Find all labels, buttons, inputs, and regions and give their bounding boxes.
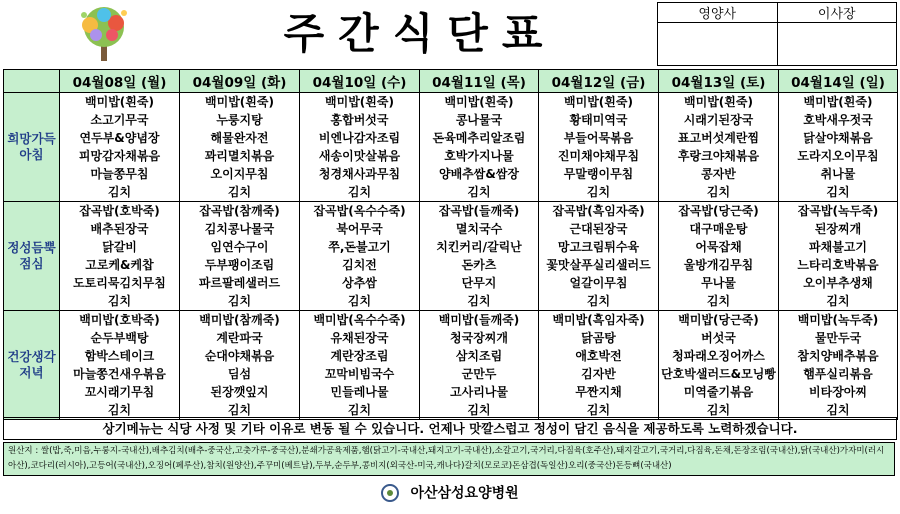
menu-cell [779, 202, 898, 311]
menu-item: 백미밥(들깨죽) [438, 313, 520, 327]
menu-cell [420, 93, 539, 202]
menu-item: 소고기무국 [90, 113, 149, 127]
menu-item: 김치 [586, 403, 611, 417]
menu-item: 백미밥(흰죽) [564, 95, 633, 109]
menu-item: 김치 [586, 294, 611, 308]
menu-item: 시래기된장국 [683, 113, 754, 127]
menu-item: 콩자반 [701, 167, 736, 181]
menu-item: 김치 [706, 185, 731, 199]
menu-item: 백미밥(흰죽) [205, 95, 274, 109]
menu-item: 꼬시래기무침 [84, 385, 155, 399]
footer [0, 482, 900, 508]
menu-item: 된장깻잎지 [210, 385, 269, 399]
menu-item: 얼갈이무침 [569, 276, 628, 290]
day-header: 04월11일 (목) [420, 70, 539, 93]
menu-item: 부들어묵볶음 [563, 131, 634, 145]
day-header: 04월08일 (월) [60, 70, 180, 93]
menu-item: 새송이맛살볶음 [318, 149, 401, 163]
menu-item: 오이부추생채 [803, 276, 873, 290]
menu-item: 백미밥(호박죽) [79, 313, 160, 327]
menu-item: 김치 [706, 403, 731, 417]
menu-item: 망고크림튀수육 [557, 240, 640, 254]
menu-item: 유채된장국 [330, 331, 389, 345]
meal-label: 희망가득 아침 [4, 93, 60, 202]
menu-cell [60, 311, 180, 420]
menu-item: 돈육메추리알조림 [432, 131, 526, 145]
menu-cell [300, 93, 420, 202]
meal-row [4, 202, 898, 311]
day-header: 04월12일 (금) [539, 70, 659, 93]
menu-item: 잡곡밥(흑임자죽) [552, 204, 645, 218]
menu-item: 비엔나감자조림 [318, 131, 401, 145]
menu-item: 함박스테이크 [84, 349, 155, 363]
menu-item: 쭈,돈불고기 [328, 240, 391, 254]
menu-item: 고로케&케찹 [85, 258, 154, 272]
menu-item: 근대된장국 [569, 222, 628, 236]
menu-cell [60, 93, 180, 202]
menu-item: 백미밥(흰죽) [325, 95, 394, 109]
menu-item: 고사리나물 [450, 385, 508, 399]
menu-item: 돈카츠 [461, 258, 497, 272]
menu-item: 김치 [467, 185, 491, 199]
menu-cell [420, 311, 539, 420]
menu-item: 잡곡밥(호박죽) [79, 204, 160, 218]
meal-label: 건강생각 저녁 [4, 311, 60, 420]
menu-item: 김치 [227, 294, 252, 308]
menu-item: 꽈리멸치볶음 [204, 149, 275, 163]
menu-item: 청국장찌개 [450, 331, 508, 345]
approval-label-dietitian: 영양사 [658, 3, 778, 23]
menu-item: 호박새우젓국 [803, 113, 873, 127]
menu-item: 누룽지탕 [216, 113, 263, 127]
menu-item: 된장찌개 [814, 222, 862, 236]
origin-info: 원산지 : 쌀(밥,죽,미음,누룽지-국내산),배추김치(배추-중국산,고춧가루-중국산),분쇄가공육제품,햄(닭고기-국내산,돼지고기-국내산),소갈고기,국거리,다짐육(호주산),돼지갈고기,국거리,다짐육,돈채,돈장조림(국내산),닭(국내산)가자미(러시아산),코다리(러시아),고등어(국내산),오징어(페루산),참치(원양산),주꾸미(베트남),두부,순두부,콩비지(외국산-미국,캐나다)갈치(모로코)돈삼겹(독일산)오리(중국산)돈등뼈(국내산) [3, 442, 895, 476]
menu-item: 비타장아찌 [809, 385, 867, 399]
menu-item: 단무지 [461, 276, 497, 290]
menu-item: 김치 [107, 403, 132, 417]
menu-item: 호박가지나물 [444, 149, 514, 163]
menu-item: 후랑크야채볶음 [677, 149, 760, 163]
menu-cell [180, 311, 300, 420]
menu-item: 참치양배추볶음 [797, 349, 879, 363]
menu-item: 버섯국 [701, 331, 736, 345]
menu-cell [300, 202, 420, 311]
menu-item: 취나물 [820, 167, 856, 181]
menu-cell [539, 311, 659, 420]
menu-item: 잡곡밥(당근죽) [678, 204, 759, 218]
menu-item: 꽃맛살푸실리샐러드 [546, 258, 651, 272]
menu-item: 마늘쫑무침 [90, 167, 149, 181]
menu-item: 백미밥(옥수수죽) [313, 313, 406, 327]
menu-cell [539, 202, 659, 311]
menu-item: 오이지무침 [210, 167, 269, 181]
menu-item: 민들레나물 [330, 385, 389, 399]
menu-cell [659, 93, 779, 202]
menu-item: 김치 [586, 185, 611, 199]
menu-item: 닭살야채볶음 [803, 131, 873, 145]
menu-item: 마늘쫑건새우볶음 [73, 367, 166, 381]
menu-item: 닭곰탕 [581, 331, 616, 345]
menu-item: 백미밥(흰죽) [684, 95, 753, 109]
menu-item: 미역줄기볶음 [683, 385, 754, 399]
page-title: 주간식단표 [283, 9, 557, 58]
menu-item: 울방개김무침 [683, 258, 754, 272]
menu-item: 김치 [706, 294, 731, 308]
menu-item: 김치 [826, 294, 850, 308]
menu-item: 백미밥(참깨죽) [199, 313, 280, 327]
header [0, 0, 900, 69]
menu-item: 김치 [467, 403, 491, 417]
menu-item: 김치 [227, 185, 252, 199]
notice-text: 상기메뉴는 식당 사정 및 기타 이유로 변동 될 수 있습니다. 언제나 맛깔스럽고 정성이 담긴 음식을 제공하도록 노력하겠습니다. [3, 417, 897, 440]
menu-item: 표고버섯계란찜 [677, 131, 760, 145]
approval-label-chairman: 이사장 [777, 3, 897, 23]
menu-item: 김치 [347, 185, 372, 199]
menu-item: 김치전 [342, 258, 377, 272]
menu-cell [779, 93, 898, 202]
approval-sign-chairman[interactable] [777, 23, 897, 66]
corner-cell [4, 70, 60, 93]
menu-item: 파르팔레샐러드 [198, 276, 281, 290]
menu-item: 대구매운탕 [689, 222, 748, 236]
menu-item: 김치 [107, 185, 132, 199]
menu-item: 청파래오징어까스 [672, 349, 765, 363]
menu-cell [659, 311, 779, 420]
menu-item: 황태미역국 [569, 113, 628, 127]
menu-cell [659, 202, 779, 311]
meal-row [4, 93, 898, 202]
day-header: 04월14일 (일) [779, 70, 898, 93]
menu-cell [539, 93, 659, 202]
menu-item: 임연수구이 [210, 240, 269, 254]
menu-item: 애호박전 [575, 349, 622, 363]
menu-item: 무말랭이무침 [563, 167, 634, 181]
approval-box [657, 2, 897, 66]
menu-item: 백미밥(녹두죽) [797, 313, 879, 327]
menu-item: 잡곡밥(참깨죽) [199, 204, 280, 218]
menu-item: 단호박샐러드&모닝빵 [661, 367, 776, 381]
menu-item: 백미밥(흰죽) [803, 95, 873, 109]
menu-item: 딤섬 [227, 367, 252, 381]
menu-item: 백미밥(당근죽) [678, 313, 759, 327]
menu-item: 순두부백탕 [90, 331, 149, 345]
menu-item: 백미밥(흰죽) [85, 95, 154, 109]
hospital-name: 아산삼성요양병원 [410, 485, 519, 502]
menu-item: 김치 [467, 294, 491, 308]
menu-item: 북어무국 [336, 222, 383, 236]
menu-item: 어묵잡채 [695, 240, 742, 254]
menu-item: 김치 [107, 294, 132, 308]
meal-label: 정성듬뿍 점심 [4, 202, 60, 311]
menu-item: 도토리묵김치무침 [73, 276, 166, 290]
menu-item: 두부팽이조림 [204, 258, 275, 272]
menu-cell [60, 202, 180, 311]
menu-item: 계란장조림 [330, 349, 389, 363]
day-header: 04월13일 (토) [659, 70, 779, 93]
menu-cell [779, 311, 898, 420]
tree-logo-icon [70, 3, 138, 65]
menu-item: 피망감자채볶음 [78, 149, 161, 163]
menu-item: 군만두 [461, 367, 497, 381]
menu-item: 잡곡밥(들깨죽) [438, 204, 520, 218]
menu-item: 김치콩나물국 [204, 222, 275, 236]
menu-item: 닭갈비 [102, 240, 137, 254]
menu-item: 김치 [826, 185, 850, 199]
menu-item: 잡곡밥(옥수수죽) [313, 204, 406, 218]
menu-item: 백미밥(흑임자죽) [552, 313, 645, 327]
menu-item: 상추쌈 [342, 276, 377, 290]
menu-item: 백미밥(흰죽) [444, 95, 514, 109]
menu-cell [180, 93, 300, 202]
menu-item: 물만두국 [814, 331, 862, 345]
menu-item: 멸치국수 [455, 222, 503, 236]
menu-table [3, 69, 898, 420]
meal-row [4, 311, 898, 420]
day-header: 04월09일 (화) [180, 70, 300, 93]
menu-item: 김자반 [581, 367, 616, 381]
day-header: 04월10일 (수) [300, 70, 420, 93]
day-header-row [4, 70, 898, 93]
menu-item: 김치 [347, 294, 372, 308]
menu-item: 김치 [826, 403, 850, 417]
menu-item: 진미채야채무침 [557, 149, 640, 163]
menu-cell [180, 202, 300, 311]
menu-item: 해물완자전 [210, 131, 269, 145]
menu-item: 무나물 [701, 276, 736, 290]
menu-item: 순대야채볶음 [204, 349, 275, 363]
menu-item: 느타리호박볶음 [797, 258, 879, 272]
menu-item: 햄푸실리볶음 [803, 367, 873, 381]
menu-item: 김치 [347, 403, 372, 417]
menu-item: 김치 [227, 403, 252, 417]
menu-item: 연두부&양념장 [79, 131, 160, 145]
menu-item: 잡곡밥(녹두죽) [797, 204, 879, 218]
menu-item: 치킨커리/갈릭난 [436, 240, 522, 254]
menu-item: 무짠지채 [575, 385, 622, 399]
menu-item: 홍합버섯국 [330, 113, 389, 127]
menu-cell [300, 311, 420, 420]
hospital-emblem-icon [381, 484, 399, 502]
menu-item: 파채불고기 [809, 240, 867, 254]
menu-item: 도라지오이무침 [797, 149, 879, 163]
menu-item: 청경채사과무침 [318, 167, 401, 181]
menu-item: 배추된장국 [90, 222, 149, 236]
menu-item: 계란파국 [216, 331, 263, 345]
menu-item: 양배추쌈&쌈장 [438, 167, 520, 181]
menu-item: 삼치조림 [455, 349, 503, 363]
menu-cell [420, 202, 539, 311]
approval-sign-dietitian[interactable] [658, 23, 778, 66]
menu-item: 콩나물국 [455, 113, 503, 127]
menu-item: 꼬막비빔국수 [324, 367, 395, 381]
